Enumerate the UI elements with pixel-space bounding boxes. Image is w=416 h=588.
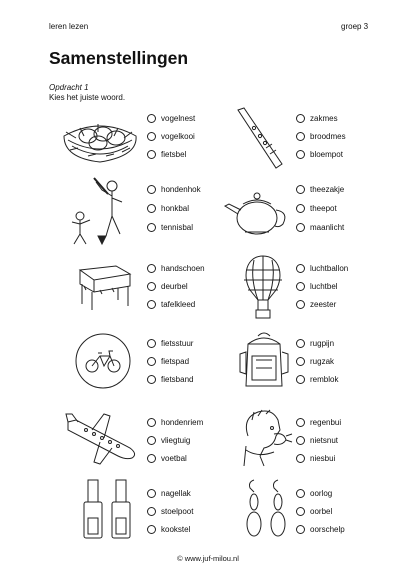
radio-button[interactable]: [296, 150, 305, 159]
bicycle-path-sign-image: [74, 332, 132, 390]
page-title: Samenstellingen: [49, 48, 189, 68]
radio-button[interactable]: [296, 418, 305, 427]
option-regenbui[interactable]: regenbui: [296, 416, 341, 428]
radio-button[interactable]: [147, 185, 156, 194]
radio-button[interactable]: [147, 375, 156, 384]
radio-button[interactable]: [147, 114, 156, 123]
radio-button[interactable]: [147, 507, 156, 516]
option-oorbel[interactable]: oorbel: [296, 505, 332, 517]
radio-button[interactable]: [296, 114, 305, 123]
radio-button[interactable]: [147, 204, 156, 213]
option-luchtbel[interactable]: luchtbel: [296, 280, 338, 292]
assignment-label: Opdracht 1: [49, 83, 89, 92]
option-zakmes[interactable]: zakmes: [296, 112, 338, 124]
radio-button[interactable]: [147, 418, 156, 427]
radio-button[interactable]: [147, 436, 156, 445]
option-deurbel[interactable]: deurbel: [147, 280, 188, 292]
option-hondenriem[interactable]: hondenriem: [147, 416, 203, 428]
option-theezakje[interactable]: theezakje: [296, 183, 344, 195]
option-niesbui[interactable]: niesbui: [296, 452, 335, 464]
radio-button[interactable]: [296, 300, 305, 309]
option-theepot[interactable]: theepot: [296, 202, 337, 214]
option-oorlog[interactable]: oorlog: [296, 487, 332, 499]
radio-button[interactable]: [296, 223, 305, 232]
radio-button[interactable]: [147, 223, 156, 232]
footer-copyright: © www.juf-milou.nl: [177, 554, 239, 563]
earrings-image: [242, 478, 292, 540]
radio-button[interactable]: [296, 357, 305, 366]
radio-button[interactable]: [147, 300, 156, 309]
radio-button[interactable]: [296, 507, 305, 516]
radio-button[interactable]: [147, 264, 156, 273]
option-fietspad[interactable]: fietspad: [147, 355, 189, 367]
baseball-players-image: [68, 176, 136, 248]
header-grade: groep 3: [341, 22, 369, 31]
option-broodmes[interactable]: broodmes: [296, 130, 346, 142]
option-remblok[interactable]: remblok: [296, 373, 338, 385]
radio-button[interactable]: [296, 339, 305, 348]
backpack-image: [236, 330, 292, 392]
radio-button[interactable]: [147, 489, 156, 498]
radio-button[interactable]: [147, 525, 156, 534]
option-nietsnut[interactable]: nietsnut: [296, 434, 338, 446]
flute-image: [230, 106, 290, 172]
instruction-text: Kies het juiste woord.: [49, 93, 126, 102]
teapot-image: [221, 186, 291, 238]
radio-button[interactable]: [147, 150, 156, 159]
hot-air-balloon-image: [240, 254, 286, 320]
radio-button[interactable]: [296, 375, 305, 384]
option-kookstel[interactable]: kookstel: [147, 523, 190, 535]
option-vogelnest[interactable]: vogelnest: [147, 112, 195, 124]
radio-button[interactable]: [296, 132, 305, 141]
option-vogelkooi[interactable]: vogelkooi: [147, 130, 195, 142]
radio-button[interactable]: [147, 132, 156, 141]
option-fietsstuur[interactable]: fietsstuur: [147, 337, 193, 349]
option-handschoen[interactable]: handschoen: [147, 262, 205, 274]
table-image: [72, 260, 134, 312]
radio-button[interactable]: [296, 282, 305, 291]
option-tafelkleed[interactable]: tafelkleed: [147, 298, 195, 310]
option-oorschelp[interactable]: oorschelp: [296, 523, 345, 535]
radio-button[interactable]: [296, 436, 305, 445]
option-rugzak[interactable]: rugzak: [296, 355, 334, 367]
option-fietsband[interactable]: fietsband: [147, 373, 193, 385]
airplane-image: [64, 412, 140, 466]
radio-button[interactable]: [296, 264, 305, 273]
radio-button[interactable]: [147, 339, 156, 348]
radio-button[interactable]: [147, 454, 156, 463]
option-honkbal[interactable]: honkbal: [147, 202, 189, 214]
option-fietsbel[interactable]: fietsbel: [147, 148, 186, 160]
header-subject: leren lezen: [49, 22, 89, 31]
option-hondenhok[interactable]: hondenhok: [147, 183, 201, 195]
option-stoelpoot[interactable]: stoelpoot: [147, 505, 193, 517]
option-zeester[interactable]: zeester: [296, 298, 336, 310]
radio-button[interactable]: [296, 185, 305, 194]
option-rugpijn[interactable]: rugpijn: [296, 337, 334, 349]
radio-button[interactable]: [296, 454, 305, 463]
radio-button[interactable]: [296, 204, 305, 213]
nail-polish-image: [80, 478, 136, 540]
radio-button[interactable]: [296, 489, 305, 498]
option-tennisbal[interactable]: tennisbal: [147, 221, 193, 233]
option-voetbal[interactable]: voetbal: [147, 452, 187, 464]
radio-button[interactable]: [147, 357, 156, 366]
option-luchtballon[interactable]: luchtballon: [296, 262, 348, 274]
radio-button[interactable]: [296, 525, 305, 534]
bird-nest-image: [58, 110, 142, 168]
option-nagellak[interactable]: nagellak: [147, 487, 191, 499]
option-maanlicht[interactable]: maanlicht: [296, 221, 344, 233]
boy-sneezing-image: [238, 406, 294, 468]
radio-button[interactable]: [147, 282, 156, 291]
option-bloempot[interactable]: bloempot: [296, 148, 343, 160]
option-vliegtuig[interactable]: vliegtuig: [147, 434, 190, 446]
